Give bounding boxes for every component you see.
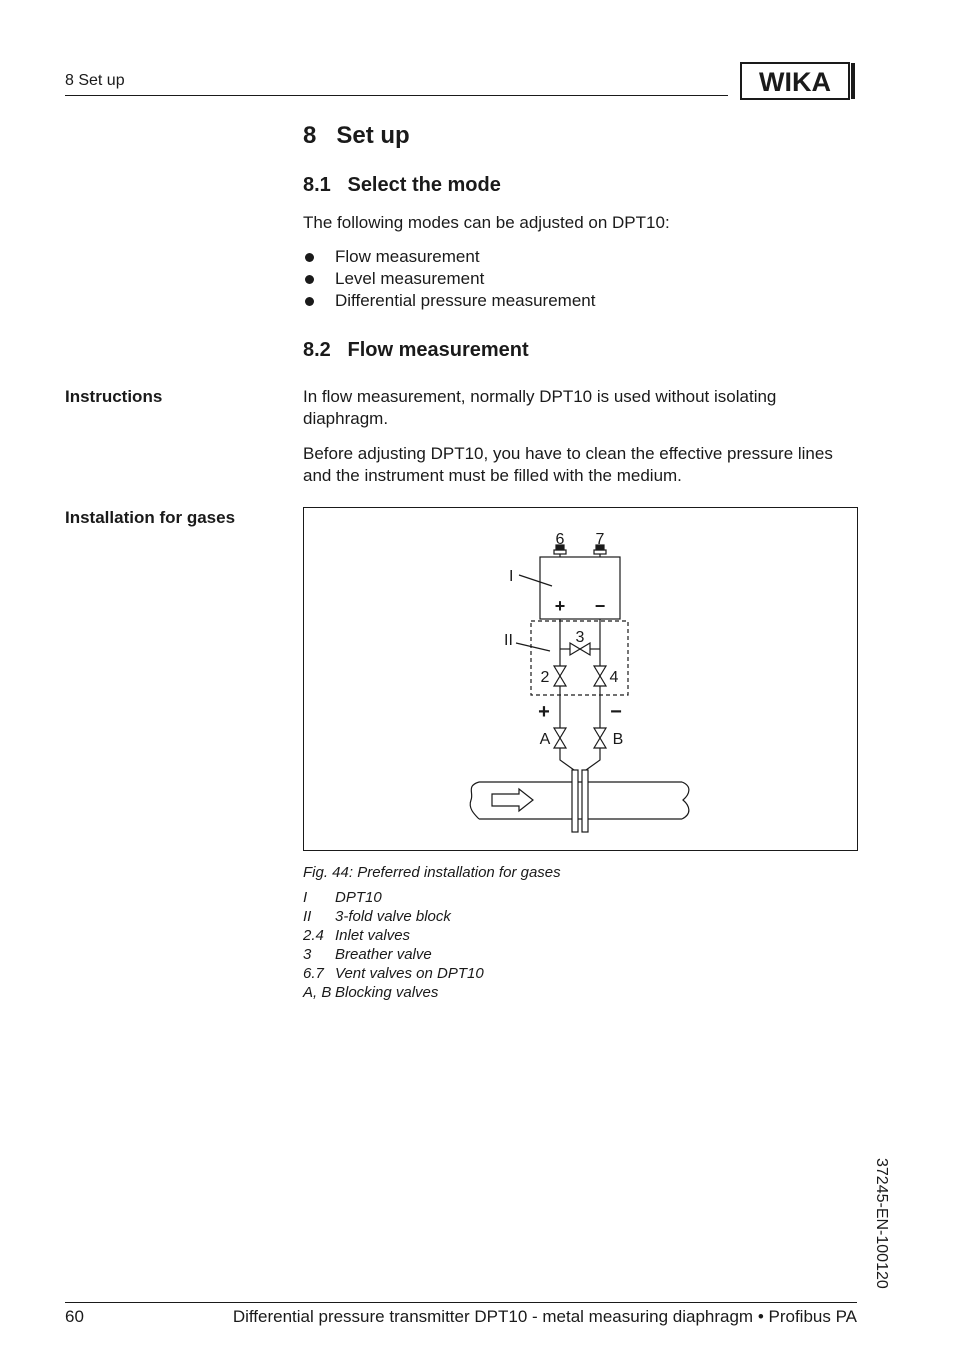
instructions-label: Instructions <box>65 387 163 406</box>
bullet-icon <box>305 253 314 262</box>
chapter-title: 8 Set up <box>303 122 410 149</box>
flange-right <box>582 770 588 832</box>
page-number: 60 <box>65 1307 84 1326</box>
label-2: 2 <box>540 669 550 686</box>
list-item: Level measurement <box>303 268 595 290</box>
plus-sign: + <box>554 596 566 616</box>
list-item: Differential pressure measurement <box>303 290 595 312</box>
inlet-valve-2-icon <box>554 666 566 686</box>
label-B: B <box>612 731 624 748</box>
label-A: A <box>539 731 551 748</box>
document-id: 37245-EN-100120 <box>873 1158 890 1289</box>
instructions-para-1: In flow measurement, normally DPT10 is used without isolating diaphragm. <box>303 387 777 428</box>
blocking-valve-b-icon <box>594 728 606 748</box>
label-II: II <box>504 632 513 649</box>
figure-legend <box>303 888 484 1002</box>
figure-caption: Fig. 44: Preferred installation for gases <box>303 864 561 881</box>
legend-row: I DPT10 <box>303 889 382 906</box>
legend-row: 3 Breather valve <box>303 946 432 963</box>
instructions-para-2: Before adjusting DPT10, you have to clean the effective pressure lines and the instrument must be filled with the medium. <box>303 444 833 485</box>
list-item: Flow measurement <box>303 246 595 268</box>
section-8-2-title: 8.2 Flow measurement <box>303 339 529 361</box>
legend-row: 6.7 Vent valves on DPT10 <box>303 965 484 982</box>
wika-logo <box>740 62 855 100</box>
running-header: 8 Set up <box>65 72 125 89</box>
dpt10-body <box>540 557 620 619</box>
bullet-icon <box>305 275 314 284</box>
svg-text:WIKA: WIKA <box>759 67 831 97</box>
installation-label: Installation for gases <box>65 508 236 527</box>
label-7: 7 <box>595 531 605 548</box>
footer-rule <box>65 1302 857 1303</box>
header-rule <box>65 95 728 96</box>
label-3: 3 <box>575 629 585 646</box>
legend-row: II 3-fold valve block <box>303 908 451 925</box>
flow-arrow-icon <box>492 789 533 811</box>
label-6: 6 <box>555 531 565 548</box>
flange-left <box>572 770 578 832</box>
bullet-icon <box>305 297 314 306</box>
plus-line-sign: + <box>538 701 550 723</box>
modes-list <box>303 246 595 312</box>
minus-sign: − <box>594 596 606 616</box>
blocking-valve-a-icon <box>554 728 566 748</box>
minus-line-sign: − <box>610 701 622 723</box>
legend-row: A, B Blocking valves <box>303 984 439 1001</box>
inlet-valve-4-icon <box>594 666 606 686</box>
installation-figure <box>303 507 858 851</box>
legend-row: 2.4 Inlet valves <box>303 927 411 944</box>
label-4: 4 <box>609 669 619 686</box>
label-I: I <box>509 568 514 585</box>
footer-title: Differential pressure transmitter DPT10 - metal measuring diaphragm • Profibus PA <box>232 1307 857 1326</box>
modes-intro: The following modes can be adjusted on DPT10: <box>303 213 670 232</box>
section-8-1-title: 8.1 Select the mode <box>303 174 501 196</box>
